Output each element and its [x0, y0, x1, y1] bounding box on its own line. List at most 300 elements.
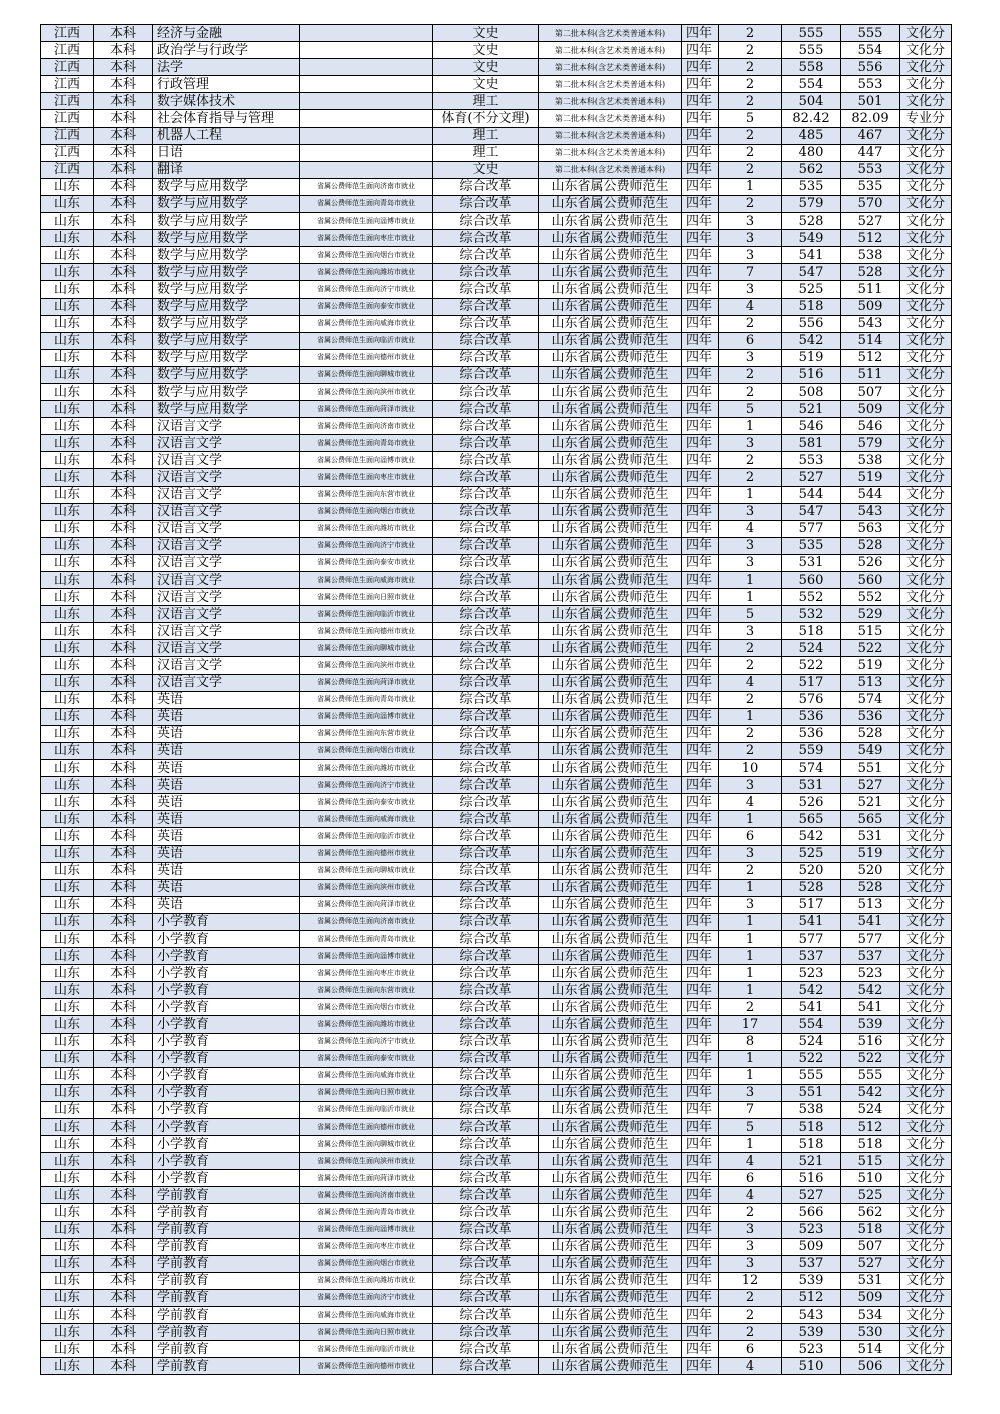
- duration-cell: 四年: [682, 896, 719, 913]
- level-cell: 本科: [94, 144, 153, 161]
- note-cell: 省属公费师范生面向菏泽市就业: [300, 674, 433, 691]
- max-score-cell: 480: [782, 144, 841, 161]
- table-row: [41, 1101, 952, 1118]
- table-row: [41, 811, 952, 828]
- major-cell: 小学教育: [153, 1119, 300, 1136]
- batch-cell: 山东省属公费师范生: [539, 999, 682, 1016]
- province-cell: 山东: [41, 1307, 94, 1324]
- level-cell: 本科: [94, 828, 153, 845]
- batch-cell: 山东省属公费师范生: [539, 554, 682, 571]
- min-score-cell: 467: [841, 127, 900, 144]
- max-score-cell: 532: [782, 606, 841, 623]
- level-cell: 本科: [94, 110, 153, 127]
- category-cell: 综合改革: [433, 520, 539, 537]
- duration-cell: 四年: [682, 315, 719, 332]
- quota-cell: 17: [719, 1016, 782, 1033]
- min-score-cell: 521: [841, 794, 900, 811]
- batch-cell: 山东省属公费师范生: [539, 469, 682, 486]
- min-score-cell: 511: [841, 281, 900, 298]
- note-cell: 省属公费师范生面向枣庄市就业: [300, 230, 433, 247]
- min-score-cell: 574: [841, 691, 900, 708]
- level-cell: 本科: [94, 657, 153, 674]
- quota-cell: 10: [719, 760, 782, 777]
- max-score-cell: 508: [782, 383, 841, 400]
- level-cell: 本科: [94, 76, 153, 93]
- min-score-cell: 570: [841, 195, 900, 212]
- note-cell: 省属公费师范生面向东营市就业: [300, 725, 433, 742]
- table-row: [41, 554, 952, 571]
- min-score-cell: 535: [841, 178, 900, 195]
- max-score-cell: 518: [782, 623, 841, 640]
- duration-cell: 四年: [682, 982, 719, 999]
- batch-cell: 第二批本科(含艺术类普通本科): [539, 59, 682, 76]
- quota-cell: 3: [719, 1084, 782, 1101]
- min-score-cell: 527: [841, 213, 900, 230]
- duration-cell: 四年: [682, 794, 719, 811]
- batch-cell: 山东省属公费师范生: [539, 1358, 682, 1375]
- score-type-cell: 文化分: [900, 657, 952, 674]
- category-cell: 理工: [433, 144, 539, 161]
- score-type-cell: 文化分: [900, 298, 952, 315]
- major-cell: 机器人工程: [153, 127, 300, 144]
- duration-cell: 四年: [682, 144, 719, 161]
- category-cell: 综合改革: [433, 1187, 539, 1204]
- note-cell: 省属公费师范生面向泰安市就业: [300, 1050, 433, 1067]
- quota-cell: 1: [719, 879, 782, 896]
- score-type-cell: 文化分: [900, 366, 952, 383]
- category-cell: 综合改革: [433, 332, 539, 349]
- score-type-cell: 文化分: [900, 1101, 952, 1118]
- batch-cell: 山东省属公费师范生: [539, 1272, 682, 1289]
- quota-cell: 1: [719, 930, 782, 947]
- quota-cell: 1: [719, 965, 782, 982]
- major-cell: 小学教育: [153, 930, 300, 947]
- table-row: [41, 862, 952, 879]
- level-cell: 本科: [94, 1101, 153, 1118]
- max-score-cell: 543: [782, 1307, 841, 1324]
- province-cell: 山东: [41, 520, 94, 537]
- note-cell: 省属公费师范生面向潍坊市就业: [300, 264, 433, 281]
- table-row: [41, 247, 952, 264]
- note-cell: [300, 93, 433, 110]
- province-cell: 山东: [41, 435, 94, 452]
- score-type-cell: 文化分: [900, 315, 952, 332]
- score-type-cell: 文化分: [900, 418, 952, 435]
- province-cell: 山东: [41, 794, 94, 811]
- note-cell: 省属公费师范生面向烟台市就业: [300, 742, 433, 759]
- province-cell: 山东: [41, 1153, 94, 1170]
- province-cell: 山东: [41, 503, 94, 520]
- quota-cell: 12: [719, 1272, 782, 1289]
- min-score-cell: 506: [841, 1358, 900, 1375]
- note-cell: 省属公费师范生面向滨州市就业: [300, 1153, 433, 1170]
- min-score-cell: 522: [841, 1050, 900, 1067]
- table-row: [41, 435, 952, 452]
- duration-cell: 四年: [682, 1358, 719, 1375]
- note-cell: 省属公费师范生面向淄博市就业: [300, 708, 433, 725]
- batch-cell: 山东省属公费师范生: [539, 828, 682, 845]
- duration-cell: 四年: [682, 1187, 719, 1204]
- province-cell: 山东: [41, 383, 94, 400]
- max-score-cell: 559: [782, 742, 841, 759]
- score-type-cell: 文化分: [900, 195, 952, 212]
- table-row: [41, 725, 952, 742]
- batch-cell: 山东省属公费师范生: [539, 1136, 682, 1153]
- score-type-cell: 文化分: [900, 1170, 952, 1187]
- duration-cell: 四年: [682, 623, 719, 640]
- score-type-cell: 文化分: [900, 127, 952, 144]
- batch-cell: 山东省属公费师范生: [539, 247, 682, 264]
- quota-cell: 2: [719, 76, 782, 93]
- max-score-cell: 554: [782, 1016, 841, 1033]
- min-score-cell: 507: [841, 1238, 900, 1255]
- batch-cell: 山东省属公费师范生: [539, 418, 682, 435]
- note-cell: 省属公费师范生面向德州市就业: [300, 845, 433, 862]
- table-row: [41, 1307, 952, 1324]
- score-type-cell: 文化分: [900, 213, 952, 230]
- batch-cell: 第二批本科(含艺术类普通本科): [539, 25, 682, 42]
- province-cell: 山东: [41, 623, 94, 640]
- major-cell: 学前教育: [153, 1221, 300, 1238]
- score-type-cell: 文化分: [900, 1307, 952, 1324]
- max-score-cell: 536: [782, 725, 841, 742]
- min-score-cell: 518: [841, 1136, 900, 1153]
- duration-cell: 四年: [682, 1255, 719, 1272]
- province-cell: 山东: [41, 606, 94, 623]
- category-cell: 综合改革: [433, 896, 539, 913]
- major-cell: 学前教育: [153, 1358, 300, 1375]
- batch-cell: 山东省属公费师范生: [539, 982, 682, 999]
- batch-cell: 山东省属公费师范生: [539, 1307, 682, 1324]
- duration-cell: 四年: [682, 1050, 719, 1067]
- duration-cell: 四年: [682, 1033, 719, 1050]
- score-type-cell: 文化分: [900, 1016, 952, 1033]
- category-cell: 综合改革: [433, 1050, 539, 1067]
- major-cell: 数学与应用数学: [153, 315, 300, 332]
- major-cell: 汉语言文学: [153, 657, 300, 674]
- province-cell: 山东: [41, 1204, 94, 1221]
- table-row: [41, 469, 952, 486]
- category-cell: 体育(不分文理): [433, 110, 539, 127]
- quota-cell: 1: [719, 982, 782, 999]
- max-score-cell: 531: [782, 777, 841, 794]
- level-cell: 本科: [94, 606, 153, 623]
- level-cell: 本科: [94, 161, 153, 178]
- batch-cell: 第二批本科(含艺术类普通本科): [539, 42, 682, 59]
- category-cell: 综合改革: [433, 657, 539, 674]
- min-score-cell: 555: [841, 1067, 900, 1084]
- quota-cell: 3: [719, 1238, 782, 1255]
- category-cell: 综合改革: [433, 1170, 539, 1187]
- category-cell: 综合改革: [433, 1341, 539, 1358]
- score-type-cell: 文化分: [900, 1238, 952, 1255]
- quota-cell: 1: [719, 589, 782, 606]
- batch-cell: 山东省属公费师范生: [539, 691, 682, 708]
- max-score-cell: 509: [782, 1238, 841, 1255]
- table-row: [41, 520, 952, 537]
- level-cell: 本科: [94, 59, 153, 76]
- batch-cell: 第二批本科(含艺术类普通本科): [539, 144, 682, 161]
- max-score-cell: 504: [782, 93, 841, 110]
- note-cell: 省属公费师范生面向德州市就业: [300, 349, 433, 366]
- batch-cell: 山东省属公费师范生: [539, 332, 682, 349]
- min-score-cell: 515: [841, 1153, 900, 1170]
- batch-cell: 山东省属公费师范生: [539, 930, 682, 947]
- score-type-cell: 文化分: [900, 537, 952, 554]
- duration-cell: 四年: [682, 930, 719, 947]
- min-score-cell: 542: [841, 982, 900, 999]
- min-score-cell: 519: [841, 469, 900, 486]
- duration-cell: 四年: [682, 1221, 719, 1238]
- major-cell: 汉语言文学: [153, 486, 300, 503]
- table-row: [41, 486, 952, 503]
- score-type-cell: 文化分: [900, 572, 952, 589]
- note-cell: 省属公费师范生面向济宁市就业: [300, 1033, 433, 1050]
- min-score-cell: 579: [841, 435, 900, 452]
- table-row: [41, 281, 952, 298]
- max-score-cell: 544: [782, 486, 841, 503]
- min-score-cell: 512: [841, 230, 900, 247]
- quota-cell: 5: [719, 606, 782, 623]
- province-cell: 山东: [41, 401, 94, 418]
- duration-cell: 四年: [682, 760, 719, 777]
- major-cell: 汉语言文学: [153, 537, 300, 554]
- category-cell: 综合改革: [433, 503, 539, 520]
- level-cell: 本科: [94, 1204, 153, 1221]
- duration-cell: 四年: [682, 1016, 719, 1033]
- min-score-cell: 509: [841, 1289, 900, 1306]
- table-row: [41, 1084, 952, 1101]
- level-cell: 本科: [94, 537, 153, 554]
- province-cell: 山东: [41, 725, 94, 742]
- quota-cell: 4: [719, 298, 782, 315]
- score-type-cell: 文化分: [900, 42, 952, 59]
- score-type-cell: 文化分: [900, 999, 952, 1016]
- category-cell: 综合改革: [433, 845, 539, 862]
- min-score-cell: 531: [841, 1272, 900, 1289]
- table-row: [41, 640, 952, 657]
- category-cell: 综合改革: [433, 930, 539, 947]
- score-type-cell: 文化分: [900, 59, 952, 76]
- duration-cell: 四年: [682, 435, 719, 452]
- table-row: [41, 349, 952, 366]
- min-score-cell: 528: [841, 537, 900, 554]
- table-row: [41, 537, 952, 554]
- max-score-cell: 528: [782, 213, 841, 230]
- batch-cell: 山东省属公费师范生: [539, 674, 682, 691]
- max-score-cell: 527: [782, 1187, 841, 1204]
- max-score-cell: 553: [782, 452, 841, 469]
- max-score-cell: 537: [782, 948, 841, 965]
- quota-cell: 2: [719, 1204, 782, 1221]
- table-row: [41, 589, 952, 606]
- batch-cell: 山东省属公费师范生: [539, 486, 682, 503]
- major-cell: 学前教育: [153, 1204, 300, 1221]
- min-score-cell: 514: [841, 1341, 900, 1358]
- table-row: [41, 896, 952, 913]
- table-row: [41, 930, 952, 947]
- level-cell: 本科: [94, 965, 153, 982]
- table-row: [41, 913, 952, 930]
- batch-cell: 山东省属公费师范生: [539, 879, 682, 896]
- level-cell: 本科: [94, 42, 153, 59]
- category-cell: 理工: [433, 93, 539, 110]
- province-cell: 山东: [41, 332, 94, 349]
- score-type-cell: 文化分: [900, 640, 952, 657]
- max-score-cell: 82.42: [782, 110, 841, 127]
- province-cell: 江西: [41, 161, 94, 178]
- duration-cell: 四年: [682, 178, 719, 195]
- max-score-cell: 518: [782, 298, 841, 315]
- major-cell: 英语: [153, 725, 300, 742]
- min-score-cell: 536: [841, 708, 900, 725]
- note-cell: 省属公费师范生面向临沂市就业: [300, 1101, 433, 1118]
- major-cell: 数学与应用数学: [153, 349, 300, 366]
- score-type-cell: 文化分: [900, 264, 952, 281]
- level-cell: 本科: [94, 264, 153, 281]
- min-score-cell: 520: [841, 862, 900, 879]
- major-cell: 数学与应用数学: [153, 332, 300, 349]
- duration-cell: 四年: [682, 281, 719, 298]
- batch-cell: 山东省属公费师范生: [539, 725, 682, 742]
- note-cell: 省属公费师范生面向临沂市就业: [300, 606, 433, 623]
- note-cell: 省属公费师范生面向日照市就业: [300, 1084, 433, 1101]
- table-row: [41, 195, 952, 212]
- quota-cell: 2: [719, 161, 782, 178]
- quota-cell: 3: [719, 1221, 782, 1238]
- quota-cell: 6: [719, 1341, 782, 1358]
- max-score-cell: 518: [782, 1119, 841, 1136]
- level-cell: 本科: [94, 401, 153, 418]
- min-score-cell: 529: [841, 606, 900, 623]
- duration-cell: 四年: [682, 213, 719, 230]
- category-cell: 综合改革: [433, 640, 539, 657]
- score-type-cell: 文化分: [900, 589, 952, 606]
- batch-cell: 山东省属公费师范生: [539, 1067, 682, 1084]
- major-cell: 英语: [153, 691, 300, 708]
- duration-cell: 四年: [682, 948, 719, 965]
- major-cell: 数学与应用数学: [153, 178, 300, 195]
- note-cell: 省属公费师范生面向菏泽市就业: [300, 1170, 433, 1187]
- level-cell: 本科: [94, 1324, 153, 1341]
- category-cell: 综合改革: [433, 1238, 539, 1255]
- note-cell: 省属公费师范生面向烟台市就业: [300, 1255, 433, 1272]
- batch-cell: 山东省属公费师范生: [539, 572, 682, 589]
- level-cell: 本科: [94, 1341, 153, 1358]
- note-cell: 省属公费师范生面向青岛市就业: [300, 195, 433, 212]
- quota-cell: 5: [719, 401, 782, 418]
- max-score-cell: 522: [782, 1050, 841, 1067]
- category-cell: 综合改革: [433, 999, 539, 1016]
- quota-cell: 8: [719, 1033, 782, 1050]
- score-type-cell: 文化分: [900, 25, 952, 42]
- province-cell: 山东: [41, 760, 94, 777]
- duration-cell: 四年: [682, 1067, 719, 1084]
- max-score-cell: 549: [782, 230, 841, 247]
- min-score-cell: 516: [841, 1033, 900, 1050]
- level-cell: 本科: [94, 247, 153, 264]
- table-row: [41, 161, 952, 178]
- max-score-cell: 541: [782, 999, 841, 1016]
- category-cell: 综合改革: [433, 725, 539, 742]
- score-type-cell: 文化分: [900, 349, 952, 366]
- max-score-cell: 577: [782, 520, 841, 537]
- min-score-cell: 538: [841, 452, 900, 469]
- batch-cell: 山东省属公费师范生: [539, 315, 682, 332]
- table-row: [41, 1170, 952, 1187]
- max-score-cell: 536: [782, 708, 841, 725]
- table-row: [41, 999, 952, 1016]
- quota-cell: 1: [719, 418, 782, 435]
- quota-cell: 1: [719, 1136, 782, 1153]
- quota-cell: 2: [719, 195, 782, 212]
- province-cell: 山东: [41, 845, 94, 862]
- major-cell: 小学教育: [153, 1170, 300, 1187]
- level-cell: 本科: [94, 435, 153, 452]
- min-score-cell: 510: [841, 1170, 900, 1187]
- major-cell: 小学教育: [153, 1033, 300, 1050]
- max-score-cell: 539: [782, 1272, 841, 1289]
- table-row: [41, 213, 952, 230]
- score-type-cell: 文化分: [900, 845, 952, 862]
- major-cell: 汉语言文学: [153, 674, 300, 691]
- min-score-cell: 513: [841, 896, 900, 913]
- score-type-cell: 文化分: [900, 161, 952, 178]
- batch-cell: 山东省属公费师范生: [539, 811, 682, 828]
- level-cell: 本科: [94, 1289, 153, 1306]
- batch-cell: 第二批本科(含艺术类普通本科): [539, 127, 682, 144]
- min-score-cell: 563: [841, 520, 900, 537]
- duration-cell: 四年: [682, 452, 719, 469]
- score-type-cell: 文化分: [900, 1324, 952, 1341]
- category-cell: 综合改革: [433, 195, 539, 212]
- province-cell: 山东: [41, 281, 94, 298]
- province-cell: 山东: [41, 1255, 94, 1272]
- batch-cell: 山东省属公费师范生: [539, 503, 682, 520]
- major-cell: 小学教育: [153, 1016, 300, 1033]
- table-row: [41, 178, 952, 195]
- table-row: [41, 127, 952, 144]
- score-type-cell: 文化分: [900, 554, 952, 571]
- category-cell: 综合改革: [433, 554, 539, 571]
- level-cell: 本科: [94, 691, 153, 708]
- min-score-cell: 560: [841, 572, 900, 589]
- major-cell: 英语: [153, 760, 300, 777]
- note-cell: 省属公费师范生面向烟台市就业: [300, 503, 433, 520]
- major-cell: 经济与金融: [153, 25, 300, 42]
- quota-cell: 1: [719, 1067, 782, 1084]
- province-cell: 山东: [41, 999, 94, 1016]
- max-score-cell: 542: [782, 332, 841, 349]
- max-score-cell: 555: [782, 42, 841, 59]
- min-score-cell: 507: [841, 383, 900, 400]
- note-cell: 省属公费师范生面向青岛市就业: [300, 1204, 433, 1221]
- note-cell: 省属公费师范生面向济南市就业: [300, 178, 433, 195]
- quota-cell: 4: [719, 674, 782, 691]
- quota-cell: 3: [719, 435, 782, 452]
- duration-cell: 四年: [682, 247, 719, 264]
- max-score-cell: 485: [782, 127, 841, 144]
- level-cell: 本科: [94, 486, 153, 503]
- quota-cell: 1: [719, 708, 782, 725]
- min-score-cell: 531: [841, 828, 900, 845]
- category-cell: 综合改革: [433, 1033, 539, 1050]
- note-cell: 省属公费师范生面向威海市就业: [300, 1067, 433, 1084]
- duration-cell: 四年: [682, 1238, 719, 1255]
- province-cell: 山东: [41, 674, 94, 691]
- major-cell: 小学教育: [153, 1153, 300, 1170]
- max-score-cell: 552: [782, 589, 841, 606]
